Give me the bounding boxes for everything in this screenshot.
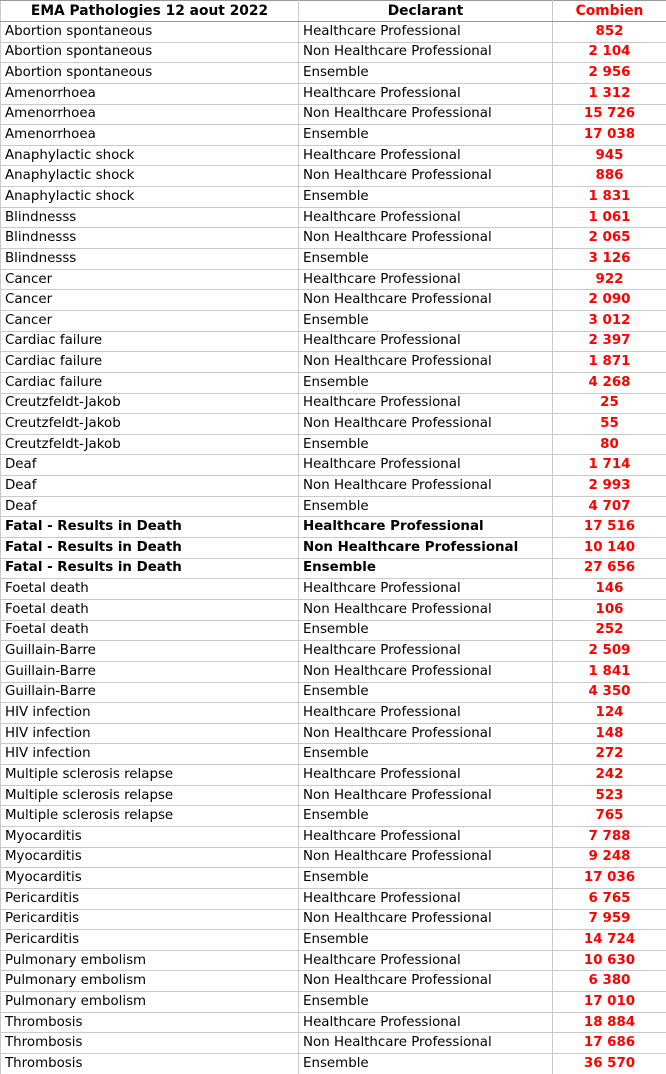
- table-row: [1, 104, 666, 125]
- count-cell[interactable]: 1 871: [553, 352, 666, 373]
- declarant-cell[interactable]: Ensemble: [299, 249, 553, 270]
- count-cell[interactable]: 2 993: [553, 476, 666, 497]
- table-row: [1, 83, 666, 104]
- pathology-cell[interactable]: Myocarditis: [1, 868, 299, 889]
- count-cell[interactable]: 146: [553, 579, 666, 600]
- table-row: [1, 992, 666, 1013]
- table-row: [1, 393, 666, 414]
- pathology-cell[interactable]: Creutzfeldt-Jakob: [1, 414, 299, 435]
- pathology-cell[interactable]: Foetal death: [1, 620, 299, 641]
- count-cell[interactable]: 2 065: [553, 228, 666, 249]
- count-cell[interactable]: 6 765: [553, 888, 666, 909]
- declarant-cell[interactable]: Healthcare Professional: [299, 888, 553, 909]
- declarant-cell[interactable]: Ensemble: [299, 868, 553, 889]
- table-row: [1, 765, 666, 786]
- table-row: [1, 249, 666, 270]
- declarant-cell[interactable]: Non Healthcare Professional: [299, 104, 553, 125]
- pathology-cell[interactable]: Cancer: [1, 310, 299, 331]
- pathology-cell[interactable]: Thrombosis: [1, 1012, 299, 1033]
- pathology-cell[interactable]: Pulmonary embolism: [1, 950, 299, 971]
- declarant-cell[interactable]: Non Healthcare Professional: [299, 909, 553, 930]
- count-cell[interactable]: 1 831: [553, 187, 666, 208]
- count-cell[interactable]: 4 350: [553, 682, 666, 703]
- count-cell[interactable]: 765: [553, 806, 666, 827]
- declarant-cell[interactable]: Non Healthcare Professional: [299, 661, 553, 682]
- table-row: [1, 228, 666, 249]
- count-cell[interactable]: 10 630: [553, 950, 666, 971]
- declarant-cell[interactable]: Healthcare Professional: [299, 641, 553, 662]
- pathology-cell[interactable]: Anaphylactic shock: [1, 166, 299, 187]
- pathology-cell[interactable]: Guillain-Barre: [1, 641, 299, 662]
- count-cell[interactable]: 17 686: [553, 1033, 666, 1054]
- table-row: [1, 888, 666, 909]
- declarant-cell[interactable]: Ensemble: [299, 434, 553, 455]
- pathology-cell[interactable]: Multiple sclerosis relapse: [1, 806, 299, 827]
- table-row: [1, 950, 666, 971]
- count-cell[interactable]: 1 714: [553, 455, 666, 476]
- table-row: [1, 661, 666, 682]
- count-cell[interactable]: 15 726: [553, 104, 666, 125]
- count-cell[interactable]: 106: [553, 599, 666, 620]
- pathology-cell[interactable]: Anaphylactic shock: [1, 187, 299, 208]
- table-row: [1, 166, 666, 187]
- count-cell[interactable]: 2 956: [553, 63, 666, 84]
- table-row: [1, 310, 666, 331]
- table-body: [1, 22, 666, 1074]
- pathology-cell[interactable]: Abortion spontaneous: [1, 63, 299, 84]
- pathology-cell[interactable]: Myocarditis: [1, 847, 299, 868]
- table-row: [1, 826, 666, 847]
- count-cell[interactable]: 7 959: [553, 909, 666, 930]
- pathology-cell[interactable]: Deaf: [1, 476, 299, 497]
- pathology-cell[interactable]: HIV infection: [1, 723, 299, 744]
- pathology-cell[interactable]: Pulmonary embolism: [1, 992, 299, 1013]
- declarant-cell[interactable]: Non Healthcare Professional: [299, 166, 553, 187]
- declarant-cell[interactable]: Ensemble: [299, 744, 553, 765]
- pathology-cell[interactable]: Anaphylactic shock: [1, 145, 299, 166]
- pathology-cell[interactable]: Foetal death: [1, 599, 299, 620]
- declarant-cell[interactable]: Ensemble: [299, 372, 553, 393]
- declarant-cell[interactable]: Ensemble: [299, 496, 553, 517]
- pathology-cell[interactable]: Foetal death: [1, 579, 299, 600]
- declarant-cell[interactable]: Healthcare Professional: [299, 765, 553, 786]
- pathology-cell[interactable]: Creutzfeldt-Jakob: [1, 434, 299, 455]
- declarant-cell[interactable]: Healthcare Professional: [299, 393, 553, 414]
- declarant-cell[interactable]: Non Healthcare Professional: [299, 723, 553, 744]
- declarant-cell[interactable]: Healthcare Professional: [299, 1012, 553, 1033]
- count-cell[interactable]: 1 841: [553, 661, 666, 682]
- header-pathology[interactable]: EMA Pathologies 12 aout 2022: [1, 1, 299, 22]
- declarant-cell[interactable]: Healthcare Professional: [299, 145, 553, 166]
- count-cell[interactable]: 4 707: [553, 496, 666, 517]
- declarant-cell[interactable]: Non Healthcare Professional: [299, 42, 553, 63]
- declarant-cell[interactable]: Healthcare Professional: [299, 83, 553, 104]
- table-row: [1, 22, 666, 43]
- pathology-cell[interactable]: Fatal - Results in Death: [1, 517, 299, 538]
- count-cell[interactable]: 80: [553, 434, 666, 455]
- table-row: [1, 558, 666, 579]
- table-row: [1, 372, 666, 393]
- count-cell[interactable]: 36 570: [553, 1054, 666, 1074]
- pathology-cell[interactable]: Amenorrhoea: [1, 104, 299, 125]
- table-row: [1, 641, 666, 662]
- table-row: [1, 455, 666, 476]
- pathology-cell[interactable]: Deaf: [1, 496, 299, 517]
- header-count[interactable]: Combien: [553, 1, 666, 22]
- pathology-cell[interactable]: Pericarditis: [1, 930, 299, 951]
- count-cell[interactable]: 272: [553, 744, 666, 765]
- declarant-cell[interactable]: Healthcare Professional: [299, 517, 553, 538]
- table-row: [1, 744, 666, 765]
- declarant-cell[interactable]: Healthcare Professional: [299, 22, 553, 43]
- pathology-cell[interactable]: Guillain-Barre: [1, 682, 299, 703]
- pathology-cell[interactable]: Pericarditis: [1, 909, 299, 930]
- pathology-cell[interactable]: Blindnesss: [1, 249, 299, 270]
- table-row: [1, 187, 666, 208]
- table-row: [1, 538, 666, 559]
- count-cell[interactable]: 852: [553, 22, 666, 43]
- pathology-cell[interactable]: Cardiac failure: [1, 352, 299, 373]
- declarant-cell[interactable]: Non Healthcare Professional: [299, 847, 553, 868]
- table-row: [1, 785, 666, 806]
- declarant-cell[interactable]: Non Healthcare Professional: [299, 538, 553, 559]
- count-cell[interactable]: 25: [553, 393, 666, 414]
- pathology-cell[interactable]: Pericarditis: [1, 888, 299, 909]
- declarant-cell[interactable]: Healthcare Professional: [299, 703, 553, 724]
- declarant-cell[interactable]: Healthcare Professional: [299, 826, 553, 847]
- table-row: [1, 290, 666, 311]
- declarant-cell[interactable]: Healthcare Professional: [299, 207, 553, 228]
- pathology-cell[interactable]: Amenorrhoea: [1, 125, 299, 146]
- pathology-cell[interactable]: Multiple sclerosis relapse: [1, 765, 299, 786]
- count-cell[interactable]: 2 104: [553, 42, 666, 63]
- declarant-cell[interactable]: Ensemble: [299, 930, 553, 951]
- pathology-cell[interactable]: Multiple sclerosis relapse: [1, 785, 299, 806]
- declarant-cell[interactable]: Ensemble: [299, 1054, 553, 1074]
- table-row: [1, 269, 666, 290]
- count-cell[interactable]: 523: [553, 785, 666, 806]
- pathology-cell[interactable]: Guillain-Barre: [1, 661, 299, 682]
- count-cell[interactable]: 4 268: [553, 372, 666, 393]
- declarant-cell[interactable]: Healthcare Professional: [299, 331, 553, 352]
- count-cell[interactable]: 2 509: [553, 641, 666, 662]
- table-row: [1, 42, 666, 63]
- pathology-cell[interactable]: Blindnesss: [1, 228, 299, 249]
- count-cell[interactable]: 242: [553, 765, 666, 786]
- declarant-cell[interactable]: Ensemble: [299, 558, 553, 579]
- count-cell[interactable]: 6 380: [553, 971, 666, 992]
- count-cell[interactable]: 148: [553, 723, 666, 744]
- pathology-cell[interactable]: HIV infection: [1, 744, 299, 765]
- count-cell[interactable]: 9 248: [553, 847, 666, 868]
- header-declarant[interactable]: Declarant: [299, 1, 553, 22]
- declarant-cell[interactable]: Ensemble: [299, 63, 553, 84]
- pathology-cell[interactable]: Fatal - Results in Death: [1, 558, 299, 579]
- count-cell[interactable]: 17 010: [553, 992, 666, 1013]
- table-row: [1, 145, 666, 166]
- count-cell[interactable]: 3 012: [553, 310, 666, 331]
- table-row: [1, 971, 666, 992]
- declarant-cell[interactable]: Ensemble: [299, 620, 553, 641]
- count-cell[interactable]: 17 516: [553, 517, 666, 538]
- pathology-cell[interactable]: Cancer: [1, 269, 299, 290]
- table-row: [1, 1033, 666, 1054]
- table-row: [1, 868, 666, 889]
- pathology-cell[interactable]: Amenorrhoea: [1, 83, 299, 104]
- declarant-cell[interactable]: Ensemble: [299, 125, 553, 146]
- pathology-cell[interactable]: Deaf: [1, 455, 299, 476]
- table-row: [1, 703, 666, 724]
- count-cell[interactable]: 17 038: [553, 125, 666, 146]
- pathology-cell[interactable]: Blindnesss: [1, 207, 299, 228]
- count-cell[interactable]: 2 397: [553, 331, 666, 352]
- count-cell[interactable]: 886: [553, 166, 666, 187]
- count-cell[interactable]: 124: [553, 703, 666, 724]
- declarant-cell[interactable]: Non Healthcare Professional: [299, 414, 553, 435]
- declarant-cell[interactable]: Ensemble: [299, 187, 553, 208]
- pathology-cell[interactable]: Pulmonary embolism: [1, 971, 299, 992]
- table-row: [1, 414, 666, 435]
- count-cell[interactable]: 1 312: [553, 83, 666, 104]
- declarant-cell[interactable]: Non Healthcare Professional: [299, 476, 553, 497]
- pathology-cell[interactable]: Fatal - Results in Death: [1, 538, 299, 559]
- table-row: [1, 579, 666, 600]
- count-cell[interactable]: 1 061: [553, 207, 666, 228]
- declarant-cell[interactable]: Non Healthcare Professional: [299, 971, 553, 992]
- table-row: [1, 599, 666, 620]
- count-cell[interactable]: 27 656: [553, 558, 666, 579]
- pathology-cell[interactable]: HIV infection: [1, 703, 299, 724]
- pathology-cell[interactable]: Abortion spontaneous: [1, 42, 299, 63]
- declarant-cell[interactable]: Non Healthcare Professional: [299, 1033, 553, 1054]
- pathology-cell[interactable]: Thrombosis: [1, 1033, 299, 1054]
- table-row: [1, 331, 666, 352]
- table-row: [1, 63, 666, 84]
- declarant-cell[interactable]: Healthcare Professional: [299, 950, 553, 971]
- declarant-cell[interactable]: Non Healthcare Professional: [299, 290, 553, 311]
- declarant-cell[interactable]: Ensemble: [299, 310, 553, 331]
- declarant-cell[interactable]: Non Healthcare Professional: [299, 785, 553, 806]
- declarant-cell[interactable]: Ensemble: [299, 806, 553, 827]
- table-row: [1, 517, 666, 538]
- table-row: [1, 496, 666, 517]
- table-row: [1, 620, 666, 641]
- table-row: [1, 434, 666, 455]
- pathology-cell[interactable]: Abortion spontaneous: [1, 22, 299, 43]
- header-row: [1, 1, 666, 22]
- pathology-cell[interactable]: Cancer: [1, 290, 299, 311]
- declarant-cell[interactable]: Healthcare Professional: [299, 579, 553, 600]
- table-row: [1, 1012, 666, 1033]
- declarant-cell[interactable]: Non Healthcare Professional: [299, 599, 553, 620]
- count-cell[interactable]: 14 724: [553, 930, 666, 951]
- table-row: [1, 930, 666, 951]
- table-row: [1, 352, 666, 373]
- count-cell[interactable]: 2 090: [553, 290, 666, 311]
- pathology-cell[interactable]: Cardiac failure: [1, 331, 299, 352]
- table-row: [1, 476, 666, 497]
- count-cell[interactable]: 18 884: [553, 1012, 666, 1033]
- declarant-cell[interactable]: Non Healthcare Professional: [299, 352, 553, 373]
- table-row: [1, 682, 666, 703]
- table-row: [1, 806, 666, 827]
- table-row: [1, 1054, 666, 1074]
- table-row: [1, 847, 666, 868]
- pathology-cell[interactable]: Thrombosis: [1, 1054, 299, 1074]
- count-cell[interactable]: 10 140: [553, 538, 666, 559]
- declarant-cell[interactable]: Non Healthcare Professional: [299, 228, 553, 249]
- count-cell[interactable]: 252: [553, 620, 666, 641]
- table-row: [1, 723, 666, 744]
- pathology-cell[interactable]: Cardiac failure: [1, 372, 299, 393]
- table-row: [1, 909, 666, 930]
- table-row: [1, 125, 666, 146]
- count-cell[interactable]: 7 788: [553, 826, 666, 847]
- table-row: [1, 207, 666, 228]
- count-cell[interactable]: 17 036: [553, 868, 666, 889]
- declarant-cell[interactable]: Ensemble: [299, 992, 553, 1013]
- pathology-cell[interactable]: Myocarditis: [1, 826, 299, 847]
- declarant-cell[interactable]: Healthcare Professional: [299, 455, 553, 476]
- count-cell[interactable]: 945: [553, 145, 666, 166]
- declarant-cell[interactable]: Ensemble: [299, 682, 553, 703]
- pathology-cell[interactable]: Creutzfeldt-Jakob: [1, 393, 299, 414]
- declarant-cell[interactable]: Healthcare Professional: [299, 269, 553, 290]
- count-cell[interactable]: 55: [553, 414, 666, 435]
- count-cell[interactable]: 3 126: [553, 249, 666, 270]
- count-cell[interactable]: 922: [553, 269, 666, 290]
